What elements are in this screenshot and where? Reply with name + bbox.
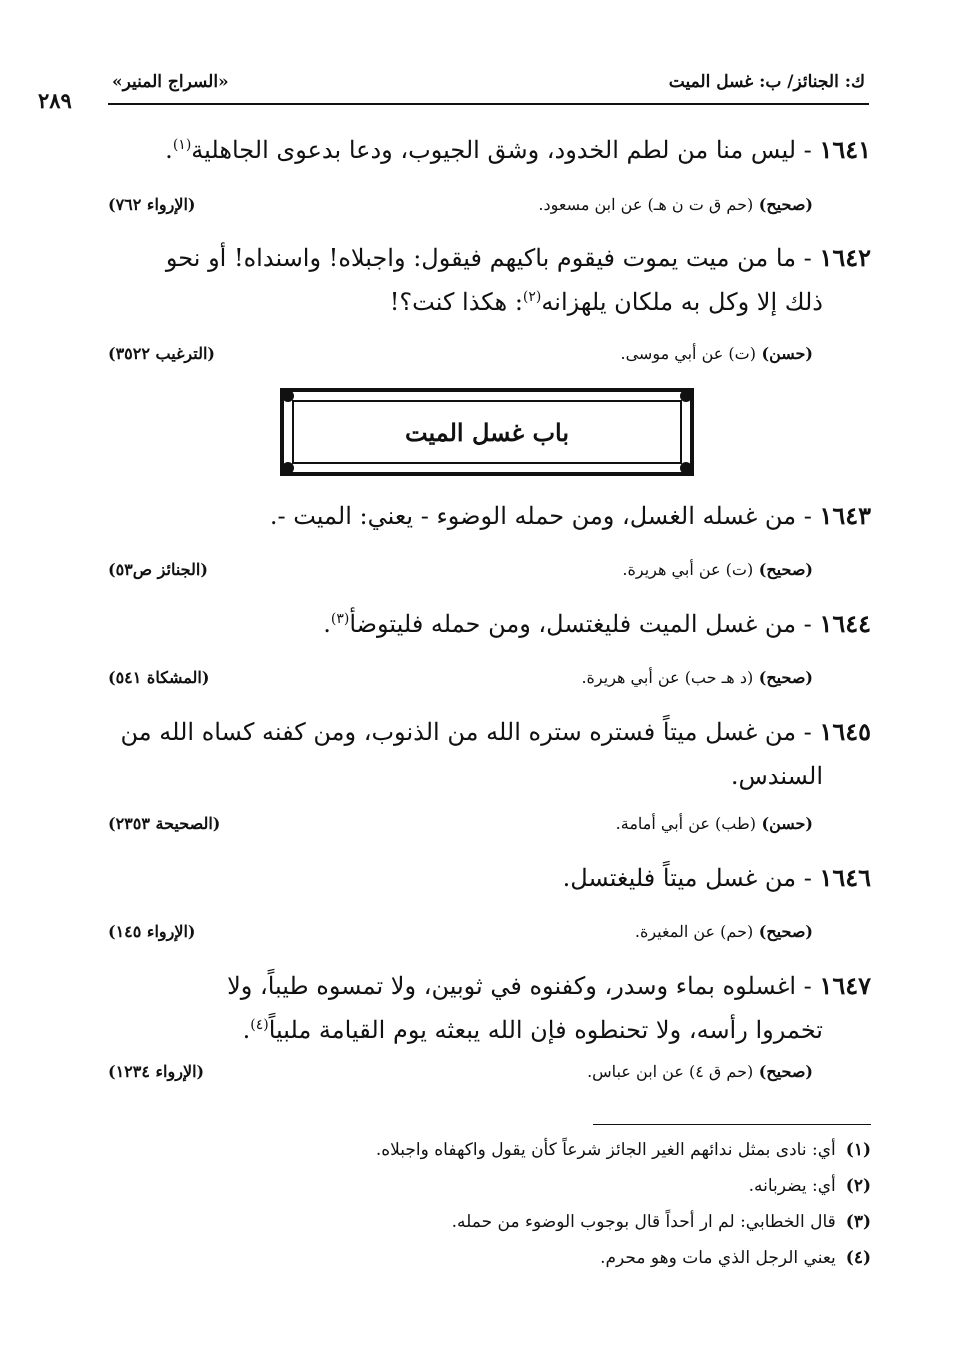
hadith-1646-citation	[635, 922, 813, 941]
hadith-number: ١٦٤٣	[819, 501, 871, 530]
running-header-book: «السراج المنير»	[112, 72, 229, 92]
hadith-1645-citation	[616, 814, 813, 833]
hadith-1643	[99, 494, 871, 538]
grade: (صحيح)	[758, 1062, 813, 1081]
footnote-text: أي: نادى بمثل ندائهم الغير الجائز شرعاً كأن يقول واكهفاه واجبلاه.	[375, 1140, 836, 1160]
chapter-title-frame	[280, 388, 694, 476]
footnote-item	[749, 1176, 871, 1196]
chapter-title: باب غسل الميت	[404, 417, 570, 447]
footnote-marker[interactable]: (٣)	[330, 611, 350, 627]
hadith-text-tail: : هكذا كنت؟!	[389, 288, 523, 316]
hadith-1642-reference: (الترغيب ٣٥٢٢)	[108, 344, 215, 363]
footnote-marker[interactable]: (٤)	[250, 1017, 269, 1033]
page-number: ٢٨٩	[38, 88, 72, 113]
hadith-number: ١٦٤١	[819, 135, 871, 164]
hadith-1646	[99, 856, 871, 900]
source: (د هـ حب) عن أبي هريرة.	[581, 668, 754, 687]
hadith-text: - من غسله الغسل، ومن حمله الوضوء - يعني: الميت -.	[269, 502, 812, 530]
hadith-number: ١٦٤٦	[819, 863, 871, 892]
hadith-1642	[99, 236, 871, 324]
source: (حم ق ٤) عن ابن عباس.	[587, 1062, 754, 1081]
footnote-text: أي: يضربانه.	[748, 1176, 836, 1196]
hadith-text: - من غسل ميتاً فستره ستره الله من الذنوب، ومن كفنه كساه الله من	[120, 718, 812, 746]
hadith-text-tail: .	[165, 136, 173, 164]
hadith-number: ١٦٤٧	[819, 971, 871, 1000]
footnote-number: (٣)	[845, 1212, 871, 1232]
hadith-text-line2: تخمروا رأسه، ولا تحنطوه فإن الله يبعثه يوم القيامة ملبياً	[268, 1016, 823, 1044]
footnote-number: (٤)	[845, 1248, 871, 1268]
footnote-rule	[593, 1124, 871, 1125]
hadith-1643-citation	[622, 560, 813, 579]
footnote-item	[452, 1212, 871, 1232]
hadith-text: - من غسل الميت فليغتسل، ومن حمله فليتوضأ	[349, 610, 812, 638]
hadith-text-tail: .	[323, 610, 331, 638]
hadith-1645	[99, 710, 871, 798]
hadith-1643-reference: (الجنائز ص٥٣)	[108, 560, 208, 579]
hadith-1644-reference: (المشكاة ٥٤١)	[108, 668, 210, 687]
footnote-number: (١)	[845, 1140, 871, 1160]
hadith-number: ١٦٤٥	[819, 717, 871, 746]
hadith-1641-citation	[538, 195, 813, 214]
grade: (حسن)	[761, 814, 813, 833]
hadith-text-line2: ذلك إلا وكل به ملكان يلهزانه	[541, 288, 823, 316]
hadith-text-line2: السندس.	[730, 762, 823, 790]
hadith-1647	[99, 964, 871, 1052]
hadith-number: ١٦٤٢	[819, 243, 871, 272]
grade: (صحيح)	[758, 668, 813, 687]
hadith-1645-reference: (الصحيحة ٢٣٥٣)	[108, 814, 221, 833]
footnote-text: قال الخطابي: لم ار أحداً قال بوجوب الوضوء من حمله.	[451, 1212, 836, 1232]
source: (حم) عن المغيرة.	[634, 922, 754, 941]
running-header-chapter: ك: الجنائز/ ب: غسل الميت	[668, 72, 865, 92]
hadith-text-tail: .	[242, 1016, 251, 1044]
source: (طب) عن أبي أمامة.	[615, 814, 756, 833]
grade: (حسن)	[761, 344, 813, 363]
chapter-title-inner	[292, 400, 682, 464]
source: (ت) عن أبي موسى.	[620, 344, 756, 363]
grade: (صحيح)	[758, 195, 813, 214]
source: (حم ق ت ن هـ) عن ابن مسعود.	[538, 195, 754, 214]
source: (ت) عن أبي هريرة.	[622, 560, 754, 579]
footnote-text: يعني الرجل الذي مات وهو محرم.	[600, 1248, 836, 1268]
hadith-1642-citation	[621, 344, 814, 363]
grade: (صحيح)	[758, 560, 813, 579]
hadith-1641-reference: (الإرواء ٧٦٢)	[108, 195, 196, 214]
footnote-marker[interactable]: (١)	[172, 137, 192, 153]
hadith-1641	[99, 128, 871, 172]
footnote-item	[376, 1140, 871, 1160]
hadith-1644-citation	[581, 668, 813, 687]
hadith-1647-reference: (الإرواء ١٢٣٤)	[108, 1062, 205, 1081]
grade: (صحيح)	[758, 922, 813, 941]
hadith-number: ١٦٤٤	[819, 609, 871, 638]
footnote-item	[600, 1248, 871, 1268]
header-rule	[108, 103, 869, 105]
hadith-1646-reference: (الإرواء ١٤٥)	[108, 922, 196, 941]
footnote-marker[interactable]: (٢)	[522, 289, 542, 305]
hadith-text: - ليس منا من لطم الخدود، وشق الجيوب، ودعا بدعوى الجاهلية	[191, 136, 812, 164]
hadith-text: - ما من ميت يموت فيقوم باكيهم فيقول: واجبلاه! واسنداه! أو نحو	[165, 244, 812, 272]
footnote-number: (٢)	[845, 1176, 871, 1196]
hadith-1644	[99, 602, 871, 646]
hadith-text: - اغسلوه بماء وسدر، وكفنوه في ثوبين، ولا تمسوه طيباً، ولا	[227, 972, 812, 1000]
hadith-1647-citation	[587, 1062, 813, 1081]
hadith-text: - من غسل ميتاً فليغتسل.	[562, 864, 812, 892]
